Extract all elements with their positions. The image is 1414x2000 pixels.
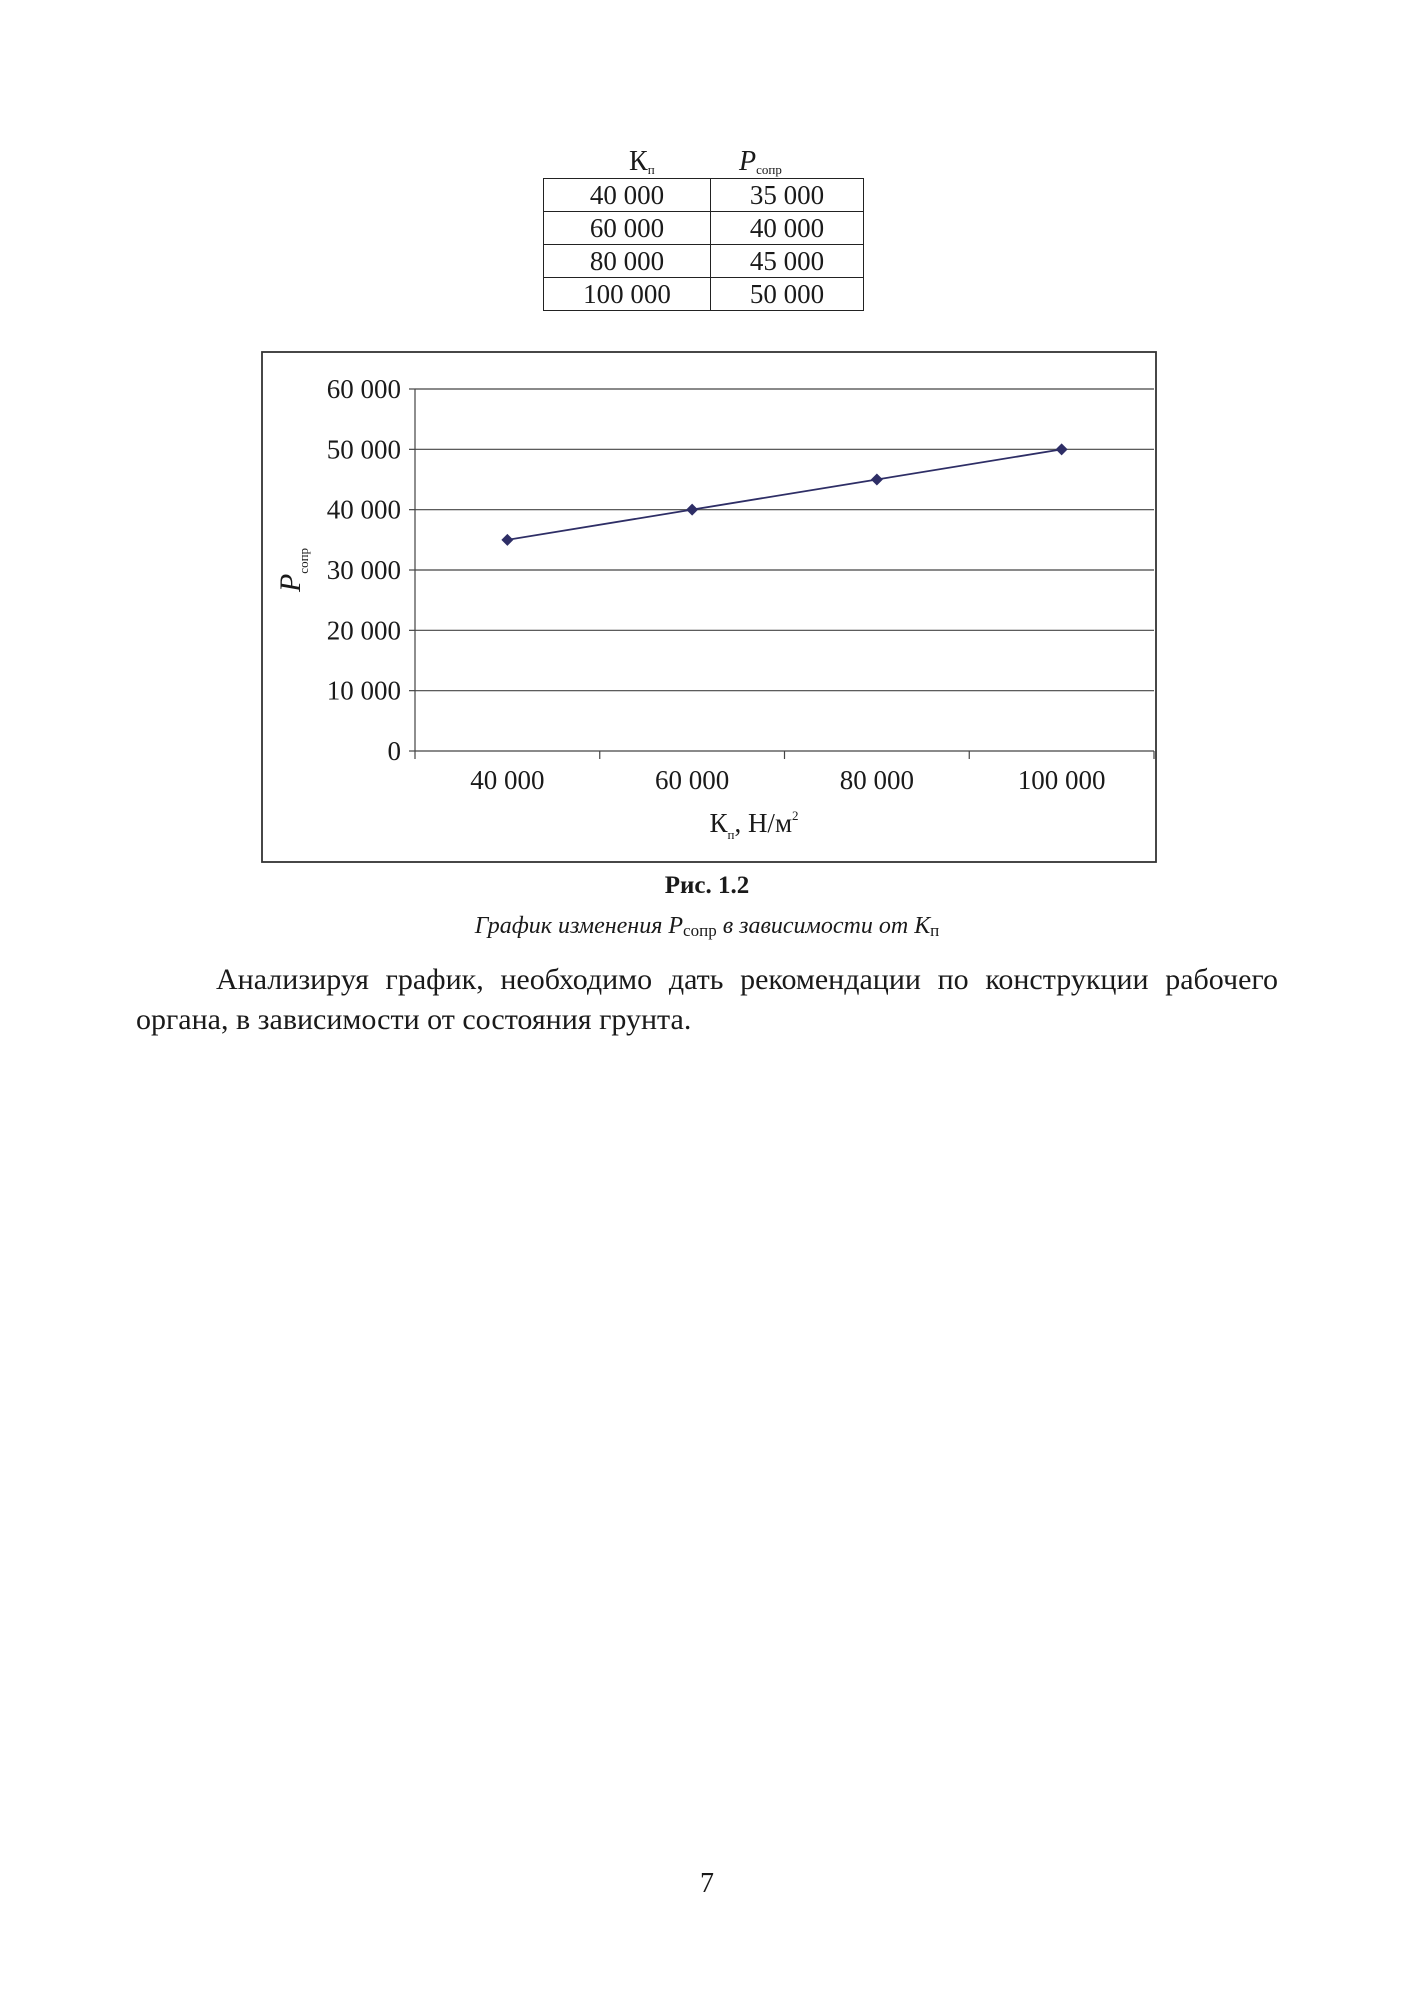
figure-title: График изменения $P_{сопр}$ в зависимости от $К_п$ [474,913,940,940]
x-axis-ticks [415,751,1154,795]
x-axis-label-sub: п [727,827,735,842]
data-point [501,534,513,546]
data-point [871,474,883,486]
y-tick-label: 60 000 [326,374,401,404]
figure-number: Рис. 1.2 [664,872,750,899]
y-tick-label: 50 000 [326,434,401,465]
x-tick-label: 100 000 [1017,765,1106,795]
table-cell: 80 000 [544,245,711,278]
chart-series [501,443,1067,545]
line-chart [0,0,1414,870]
table-cell: 45 000 [711,245,864,278]
x-tick-label: 80 000 [839,765,914,795]
table-cell: 60 000 [544,212,711,245]
page-number: 7 [700,1868,714,1899]
body-paragraph: Анализируя график, необходимо дать рекомендации по конструкции рабочего органа, в зависимости от состояния грунта. [136,963,1278,1036]
table-cell: 100 000 [544,278,711,311]
y-tick-label: 0 [387,736,401,766]
table-cell: 35 000 [711,179,864,212]
y-axis-label-sub: сопр [296,547,311,574]
data-point [1056,443,1068,455]
y-axis-label-var: P [274,573,307,593]
x-tick-label: 60 000 [655,765,730,795]
x-axis-label-var: К [709,808,728,838]
y-tick-label: 20 000 [326,615,401,646]
x-tick-label: 40 000 [470,765,545,795]
x-axis-label-unit-sup: 2 [792,808,799,823]
table-cell: 40 000 [544,179,711,212]
chart-gridlines [415,389,1154,691]
y-tick-label: 30 000 [326,555,401,585]
table-cell: 40 000 [711,212,864,245]
x-axis-label [709,808,798,842]
y-axis-ticks [327,374,415,766]
table-cell: 50 000 [711,278,864,311]
data-point [686,504,698,516]
x-axis-label-unit: , Н/м [734,808,793,838]
table-header-kp: $К_п$ [629,146,655,177]
table-header-psopr: $P_{сопр}$ [739,146,782,177]
y-axis-label [274,548,311,593]
series-line [507,449,1061,539]
y-tick-label: 40 000 [326,494,401,525]
y-tick-label: 10 000 [326,675,401,706]
